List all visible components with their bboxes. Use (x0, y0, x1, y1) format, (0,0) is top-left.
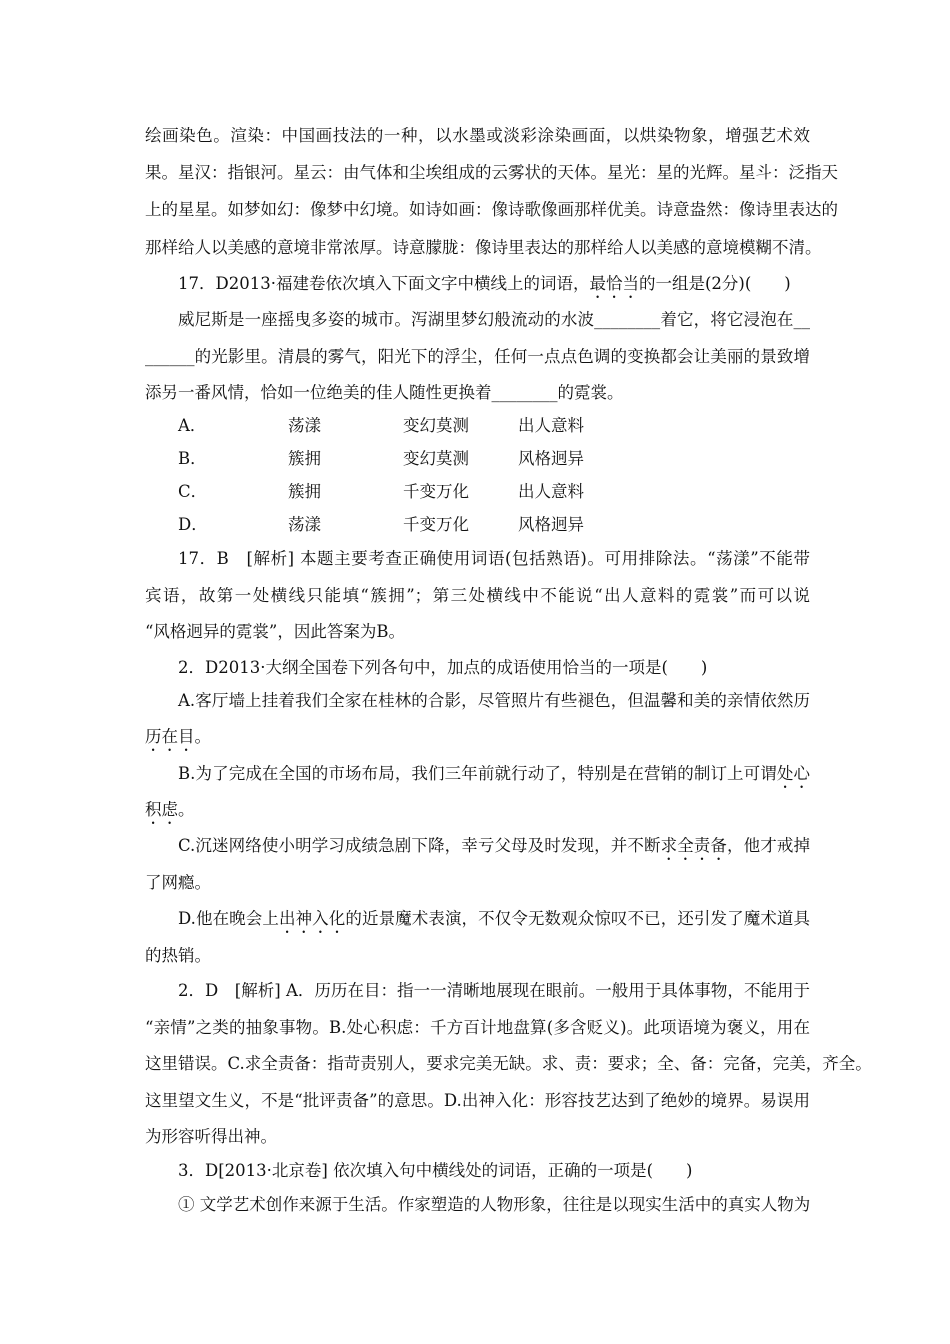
text-line: 上的星星。如梦如幻：像梦中幻境。如诗如画：像诗歌像画那样优美。诗意盎然：像诗里表达的 (145, 200, 838, 219)
option-row: D． 荡漾 千变万化 风格迥异 (178, 515, 584, 534)
text-line: 威尼斯是一座摇曳多姿的城市。泻湖里梦幻般流动的水波________着它，将它浸泡在__ (178, 310, 810, 329)
text-line: 历在目。 (145, 727, 211, 746)
text-line: 宾语，故第一处横线只能填“簇拥”；第三处横线中不能说“出人意料的霓裳”而可以说 (145, 586, 810, 605)
answer-2: 2．D [解析] A．历历在目：指一一清晰地展现在眼前。一般用于具体事物，不能用于 (178, 981, 810, 1000)
option-row: A． 荡漾 变幻莫测 出人意料 (178, 416, 584, 435)
question-3-heading: 3．D[2013·北京卷] 依次填入句中横线处的词语，正确的一项是( ) (178, 1161, 693, 1180)
text-line: ① 文学艺术创作来源于生活。作家塑造的人物形象，往往是以现实生活中的真实人物为 (178, 1195, 811, 1214)
option-d-line: D.他在晚会上出神入化的近景魔术表演，不仅令无数观众惊叹不已，还引发了魔术道具 (178, 909, 811, 928)
text-line: 添另一番风情，恰如一位绝美的佳人随性更换着________的霓裳。 (145, 383, 624, 402)
option-row: B． 簇拥 变幻莫测 风格迥异 (178, 449, 584, 468)
answer-17: 17．B [解析] 本题主要考查正确使用词语(包括熟语)。可用排除法。“荡漾”不能带 (178, 549, 810, 568)
option-a-line: A.客厅墙上挂着我们全家在桂林的合影，尽管照片有些褪色，但温馨和美的亲情依然历 (178, 691, 810, 710)
text-line: 了网瘾。 (145, 873, 211, 892)
option-c-line: C.沉迷网络使小明学习成绩急剧下降，幸亏父母及时发现，并不断求全责备，他才戒掉 (178, 836, 811, 855)
text-line: “亲情”之类的抽象事物。B.处心积虑：千方百计地盘算(多含贬义)。此项语境为褒义，用在 (145, 1018, 810, 1037)
option-row: C． 簇拥 千变万化 出人意料 (178, 482, 584, 501)
text-line: 果。星汉：指银河。星云：由气体和尘埃组成的云雾状的天体。星光：星的光辉。星斗：泛指天 (145, 163, 838, 182)
text-line: 绘画染色。渲染：中国画技法的一种，以水墨或淡彩涂染画面，以烘染物象，增强艺术效 (145, 126, 810, 145)
question-2-heading: 2．D2013·大纲全国卷下列各句中，加点的成语使用恰当的一项是( ) (178, 658, 708, 677)
question-17-heading: 17．D2013·福建卷依次填入下面文字中横线上的词语，最恰当的一组是(2分)( ) (178, 274, 791, 293)
option-b-line: B.为了完成在全国的市场布局，我们三年前就行动了，特别是在营销的制订上可谓处心 (178, 764, 811, 783)
text-line: “风格迥异的霓裳”，因此答案为B。 (145, 622, 405, 641)
text-line: 为形容听得出神。 (145, 1127, 277, 1146)
text-line: 这里错误。C.求全责备：指苛责别人，要求完美无缺。求、责：要求；全、备：完备，完美，齐全。 (145, 1054, 872, 1073)
text-line: ______的光影里。清晨的雾气，阳光下的浮尘，任何一点点色调的变换都会让美丽的景致增 (145, 347, 810, 366)
text-line: 那样给人以美感的意境非常浓厚。诗意朦胧：像诗里表达的那样给人以美感的意境模糊不清。 (145, 238, 822, 257)
text-line: 积虑。 (145, 800, 195, 819)
text-line: 这里望文生义，不是“批评责备”的意思。D.出神入化：形容技艺达到了绝妙的境界。易误用 (145, 1091, 810, 1110)
text-line: 的热销。 (145, 946, 211, 965)
